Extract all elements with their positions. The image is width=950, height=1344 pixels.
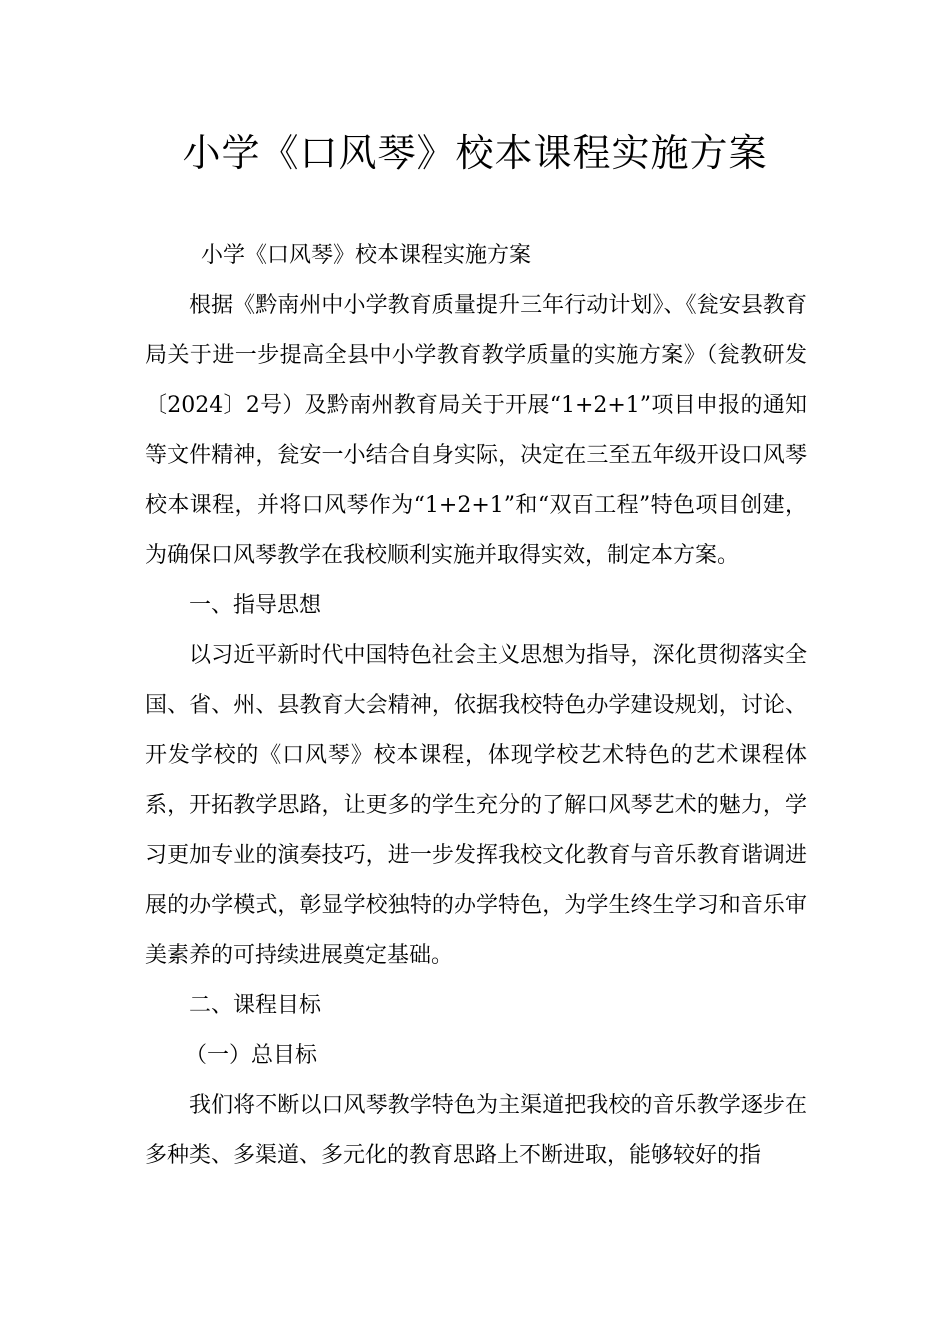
document-title: 小学《口风琴》校本课程实施方案 bbox=[182, 131, 768, 175]
document-subtitle: 小学《口风琴》校本课程实施方案 bbox=[201, 243, 532, 268]
intro-paragraph: 根据《黔南州中小学教育质量提升三年行动计划》、《瓮安县教育局关于进一步提高全县中小学教育教学质量的实施方案》（瓮教研发〔2024〕2号）及黔南州教育局关于开展“1+2+1”项目申报的通知等文件精神，瓮安一小结合自身实际，决定在三至五年级开设口风琴校本课程，并将口风琴作为“1+2+1”和“双百工程”特色项目创建，为确保口风琴教学在我校顺利实施并取得实效，制定本方案。 bbox=[145, 293, 807, 568]
section-heading-guiding-ideology: 一、指导思想 bbox=[189, 593, 322, 618]
overall-goal-paragraph: 我们将不断以口风琴教学特色为主渠道把我校的音乐教学逐步在多种类、多渠道、多元化的教育思路上不断进取，能够较好的指 bbox=[145, 1093, 807, 1168]
document-body bbox=[145, 231, 807, 1181]
guiding-ideology-paragraph: 以习近平新时代中国特色社会主义思想为指导，深化贯彻落实全国、省、州、县教育大会精神，依据我校特色办学建设规划，讨论、开发学校的《口风琴》校本课程，体现学校艺术特色的艺术课程体系，开拓教学思路，让更多的学生充分的了解口风琴艺术的魅力，学习更加专业的演奏技巧，进一步发挥我校文化教育与音乐教育谐调进展的办学模式，彰显学校独特的办学特色，为学生终生学习和音乐审美素养的可持续进展奠定基础。 bbox=[145, 643, 807, 968]
subsection-heading-overall-goal: （一）总目标 bbox=[185, 1043, 318, 1068]
section-heading-course-goals: 二、课程目标 bbox=[189, 993, 322, 1018]
